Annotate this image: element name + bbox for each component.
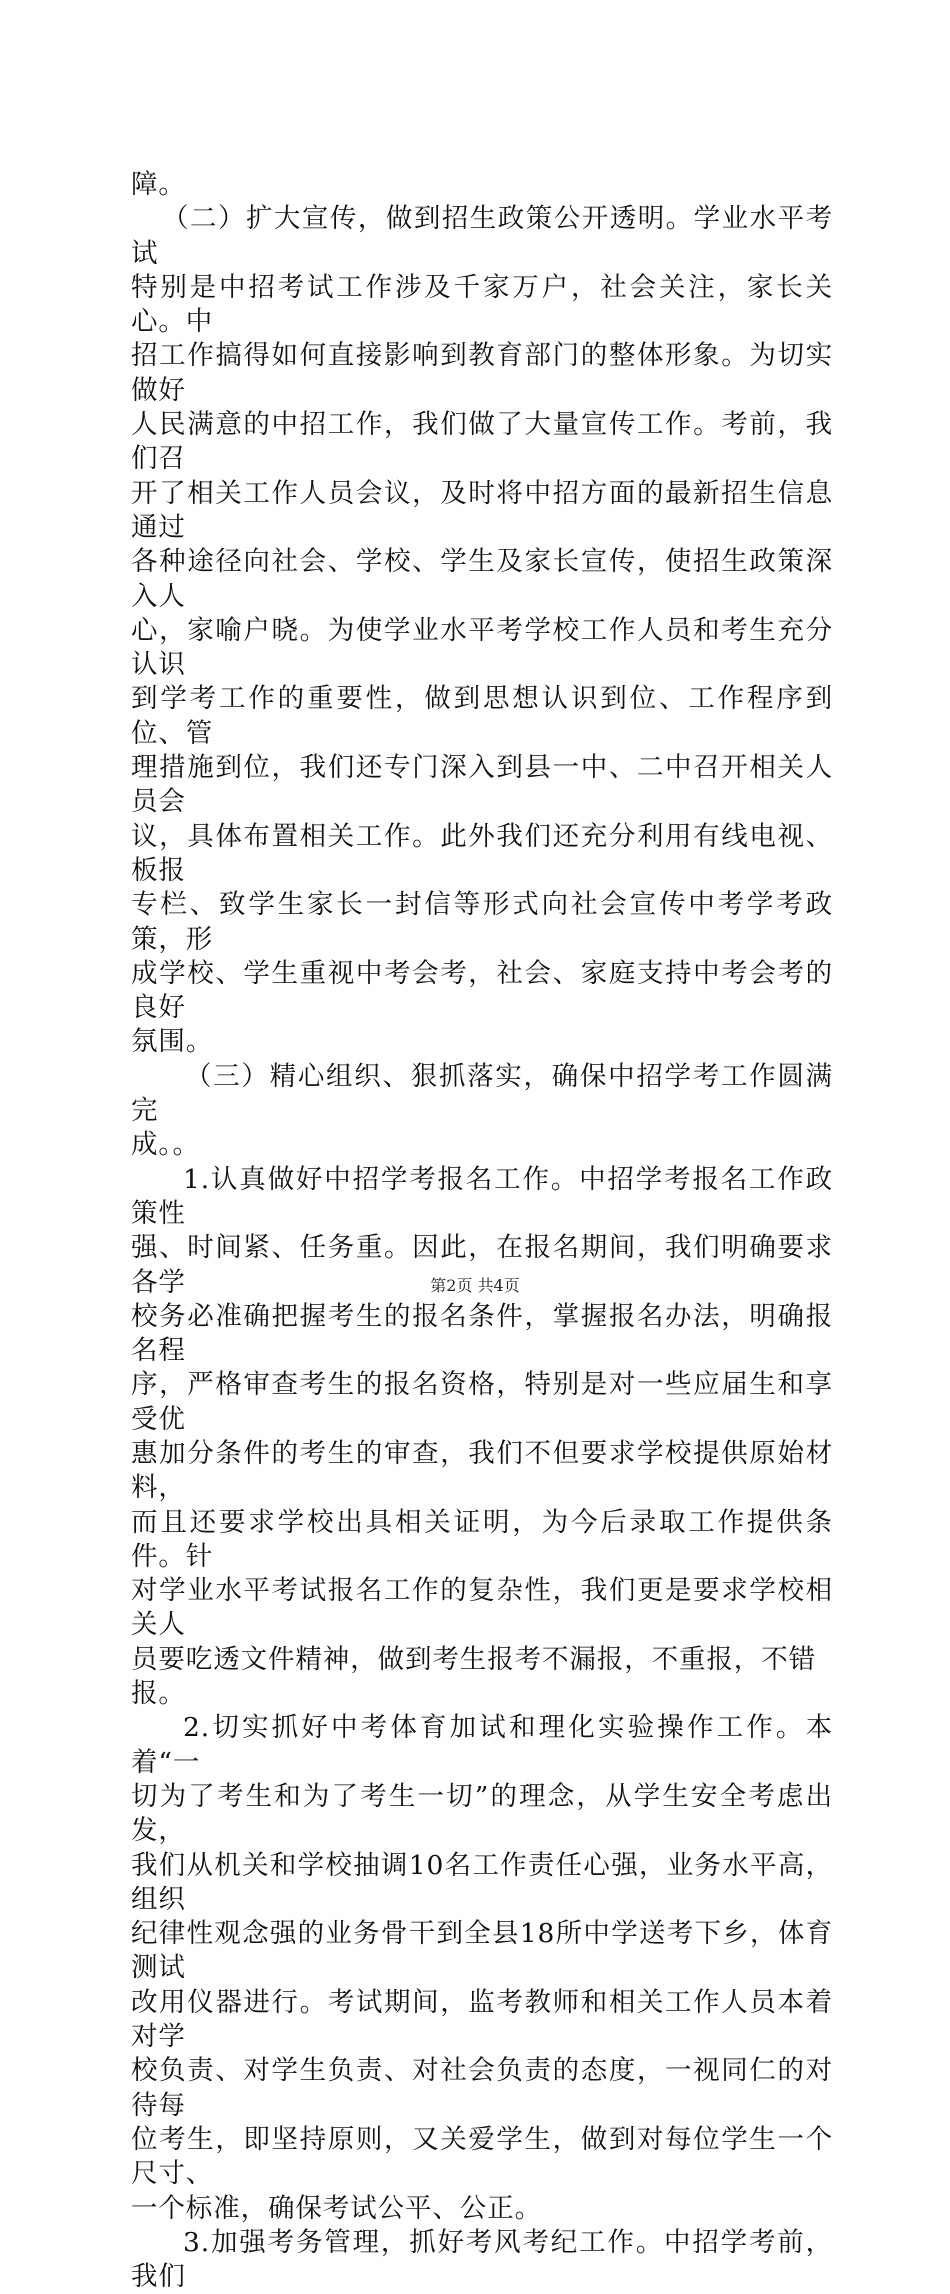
text-line: 强、时间紧、任务重。因此，在报名期间，我们明确要求各学 xyxy=(131,1232,833,1298)
text-line: 理措施到位，我们还专门深入到县一中、二中召开相关人员会 xyxy=(131,752,833,818)
text-line: 员要吃透文件精神，做到考生报考不漏报，不重报，不错报。 xyxy=(131,1643,816,1710)
text-line: 切为了考生和为了考生一切”的理念，从学生安全考虑出发， xyxy=(131,1780,833,1847)
text-line: 成。。 xyxy=(131,1129,200,1161)
text-line: 障。 xyxy=(131,169,186,200)
text-line: 我们从机关和学校抽调10名工作责任心强，业务水平高，组织 xyxy=(131,1849,833,1915)
text-line: 一个标准，确保考试公平、公正。 xyxy=(131,2192,542,2224)
text-line: 纪律性观念强的业务骨干到全县18所中学送考下乡，体育测试 xyxy=(131,1918,833,1984)
page-number-footer xyxy=(0,1276,950,1296)
text-line: 而且还要求学校出具相关证明，为今后录取工作提供条件。针 xyxy=(131,1506,833,1572)
text-line: 招工作搞得如何直接影响到教育部门的整体形象。为切实做好 xyxy=(131,340,833,406)
text-line: 校务必准确把握考生的报名条件，掌握报名办法，明确报名程 xyxy=(131,1300,833,1367)
text-line: 3.加强考务管理，抓好考风考纪工作。中招学考前，我们 xyxy=(131,2226,833,2293)
text-line: 特别是中招考试工作涉及千家万户，社会关注，家长关心。中 xyxy=(131,271,833,338)
text-line: 专栏、致学生家长一封信等形式向社会宣传中考学考政策，形 xyxy=(131,889,833,955)
text-line: 开了相关工作人员会议，及时将中招方面的最新招生信息通过 xyxy=(131,477,833,543)
text-line: 成学校、学生重视中考会考，社会、家庭支持中考会考的良好 xyxy=(131,957,833,1024)
page-number-label: 第2页 共4页 xyxy=(430,1276,520,1295)
text-line: 2.切实抓好中考体育加试和理化实验操作工作。本着“一 xyxy=(131,1712,833,1778)
text-line: （三）精心组织、狠抓落实，确保中招学考工作圆满完 xyxy=(131,1060,833,1127)
text-line: 氛围。 xyxy=(131,1026,214,1058)
text-line: （二）扩大宣传，做到招生政策公开透明。学业水平考试 xyxy=(131,203,833,269)
text-line: 改用仪器进行。考试期间，监考教师和相关工作人员本着对学 xyxy=(131,1986,833,2053)
text-line: 各种途径向社会、学校、学生及家长宣传，使招生政策深入人 xyxy=(131,546,833,612)
text-line: 心，家喻户晓。为使学业水平考学校工作人员和考生充分认识 xyxy=(131,614,833,681)
text-line: 到学考工作的重要性，做到思想认识到位、工作程序到位、管 xyxy=(131,683,833,749)
text-line: 1.认真做好中招学考报名工作。中招学考报名工作政策性 xyxy=(131,1163,833,1229)
text-line: 议，具体布置相关工作。此外我们还充分利用有线电视、板报 xyxy=(131,820,833,886)
text-line: 对学业水平考试报名工作的复杂性，我们更是要求学校相关人 xyxy=(131,1575,833,1641)
document-body xyxy=(131,168,833,2294)
text-line: 人民满意的中招工作，我们做了大量宣传工作。考前，我们召 xyxy=(131,409,833,475)
text-line: 序，严格审查考生的报名资格，特别是对一些应届生和享受优 xyxy=(131,1369,833,1435)
text-line: 位考生，即坚持原则，又关爱学生，做到对每位学生一个尺寸、 xyxy=(131,2123,833,2190)
text-line: 惠加分条件的考生的审查，我们不但要求学校提供原始材料， xyxy=(131,1437,833,1504)
text-line: 校负责、对学生负责、对社会负责的态度，一视同仁的对待每 xyxy=(131,2055,833,2121)
